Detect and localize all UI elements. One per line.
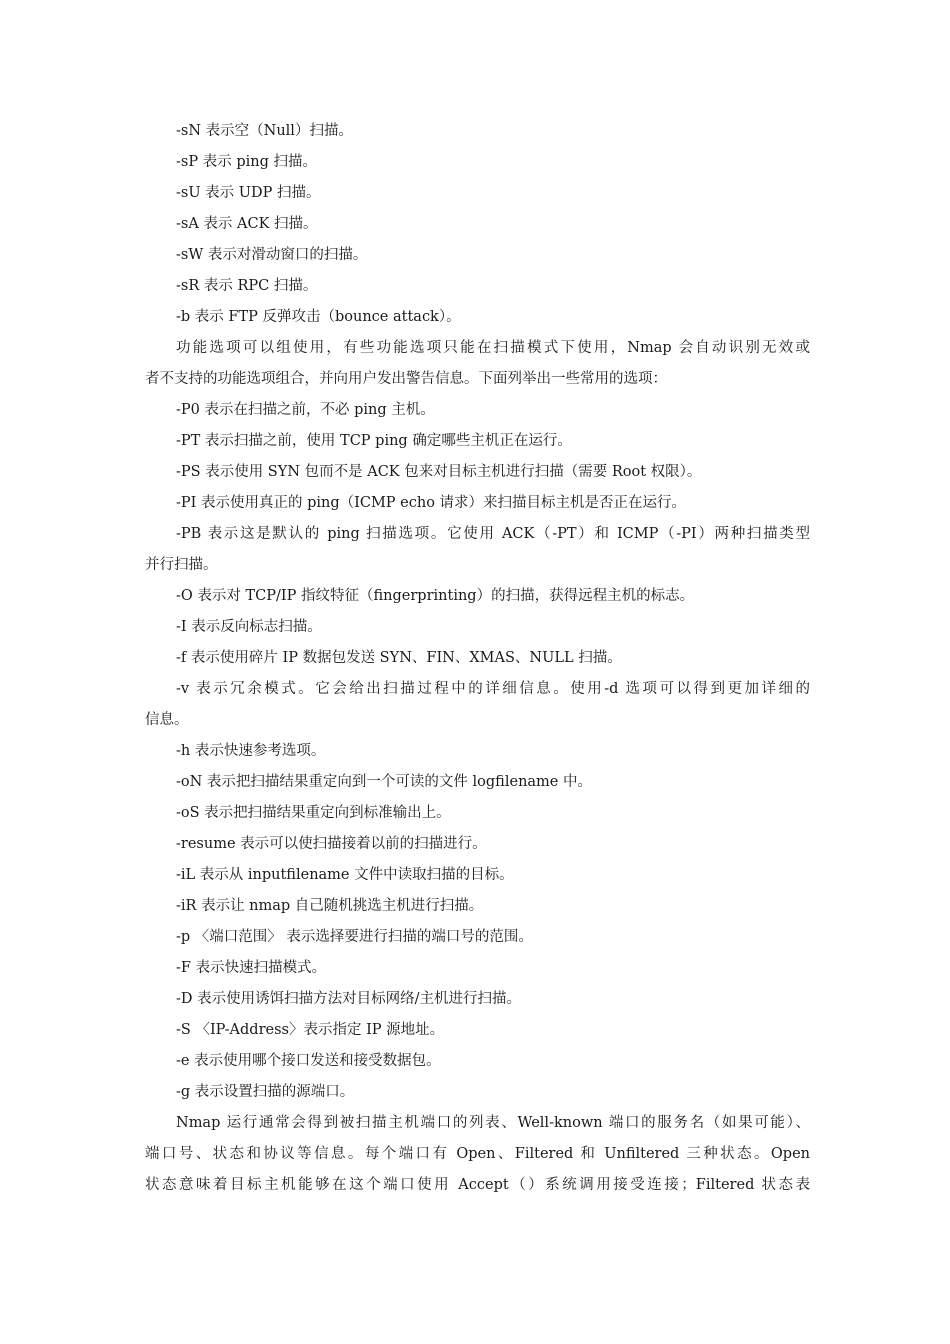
text-line: -sU 表示 UDP 扫描。	[176, 185, 321, 201]
text-line: -b 表示 FTP 反弹攻击（bounce attack）。	[176, 309, 461, 325]
text-line: -v 表示冗余模式。它会给出扫描过程中的详细信息。使用-d 选项可以得到更加详细的	[176, 681, 810, 697]
text-line: -sA 表示 ACK 扫描。	[176, 216, 318, 232]
text-line: 端口号、状态和协议等信息。每个端口有 Open、Filtered 和 Unfiltered 三种状态。Open	[145, 1146, 810, 1162]
text-line: -O 表示对 TCP/IP 指纹特征（fingerprinting）的扫描，获得远程主机的标志。	[176, 588, 695, 604]
text-line: -D 表示使用诱饵扫描方法对目标网络/主机进行扫描。	[176, 991, 522, 1007]
text-line: -I 表示反向标志扫描。	[176, 619, 322, 635]
text-line: 功能选项可以组使用，有些功能选项只能在扫描模式下使用，Nmap 会自动识别无效或	[176, 340, 810, 356]
text-line: -g 表示设置扫描的源端口。	[176, 1084, 355, 1100]
text-line: -PT 表示扫描之前，使用 TCP ping 确定哪些主机正在运行。	[176, 433, 572, 449]
text-line: 信息。	[145, 712, 189, 728]
text-line: -PI 表示使用真正的 ping（ICMP echo 请求）来扫描目标主机是否正在运行。	[176, 495, 687, 511]
text-line: -sP 表示 ping 扫描。	[176, 154, 317, 170]
text-line: -oN 表示把扫描结果重定向到一个可读的文件 logfilename 中。	[176, 774, 592, 790]
text-line: Nmap 运行通常会得到被扫描主机端口的列表、Well-known 端口的服务名（如果可能）、	[176, 1115, 810, 1131]
text-line: -PB 表示这是默认的 ping 扫描选项。它使用 ACK（-PT）和 ICMP（-PI）两种扫描类型	[176, 526, 810, 542]
text-line: -F 表示快速扫描模式。	[176, 960, 327, 976]
text-line: 并行扫描。	[145, 557, 218, 573]
document-body	[145, 116, 810, 1201]
text-line: -sR 表示 RPC 扫描。	[176, 278, 318, 294]
text-line: -resume 表示可以使扫描接着以前的扫描进行。	[176, 836, 487, 852]
text-line: -h 表示快速参考选项。	[176, 743, 326, 759]
text-line: -p 〈端口范围〉 表示选择要进行扫描的端口号的范围。	[176, 929, 533, 945]
text-line: -sW 表示对滑动窗口的扫描。	[176, 247, 368, 263]
text-line: -f 表示使用碎片 IP 数据包发送 SYN、FIN、XMAS、NULL 扫描。	[176, 650, 622, 666]
text-line: -oS 表示把扫描结果重定向到标准输出上。	[176, 805, 451, 821]
text-line: -iL 表示从 inputfilename 文件中读取扫描的目标。	[176, 867, 514, 883]
text-line: 状态意味着目标主机能够在这个端口使用 Accept（）系统调用接受连接；Filtered 状态表	[145, 1177, 810, 1193]
text-line: 者不支持的功能选项组合，并向用户发出警告信息。下面列举出一些常用的选项：	[145, 371, 667, 387]
text-line: -sN 表示空（Null）扫描。	[176, 123, 353, 139]
text-line: -S 〈IP-Address〉表示指定 IP 源地址。	[176, 1022, 445, 1038]
text-line: -iR 表示让 nmap 自己随机挑选主机进行扫描。	[176, 898, 484, 914]
text-line: -P0 表示在扫描之前，不必 ping 主机。	[176, 402, 435, 418]
text-line: -PS 表示使用 SYN 包而不是 ACK 包来对目标主机进行扫描（需要 Root 权限）。	[176, 464, 702, 480]
text-line: -e 表示使用哪个接口发送和接受数据包。	[176, 1053, 441, 1069]
